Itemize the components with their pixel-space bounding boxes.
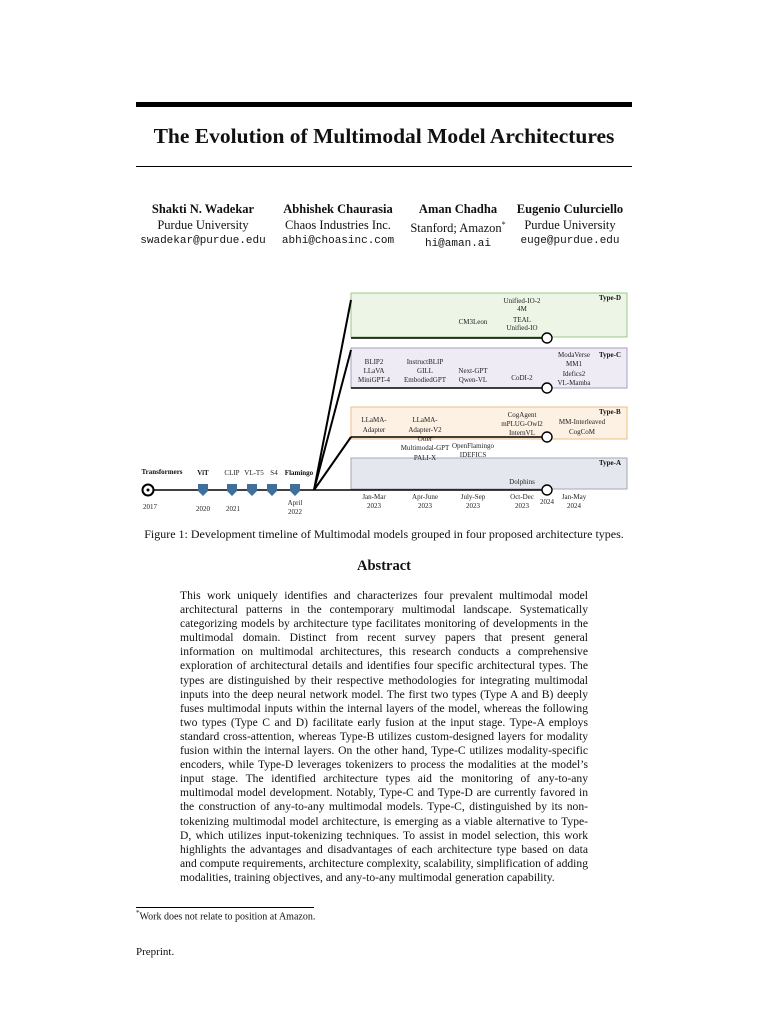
footnote-rule xyxy=(136,907,314,908)
model-label: TEAL xyxy=(513,316,531,324)
vl-t5-marker xyxy=(247,484,257,496)
year-label: 2021 xyxy=(226,505,240,513)
model-label: PALI-X xyxy=(413,454,437,462)
model-label: LLaMA- xyxy=(361,416,387,424)
author-name: Abhishek Chaurasia xyxy=(283,202,393,216)
model-label: CogCoM xyxy=(568,428,596,436)
year-label: 2022 xyxy=(288,508,302,516)
title-rule-top xyxy=(136,102,632,107)
model-label: Adapter xyxy=(362,426,386,434)
period-label: 2023 xyxy=(367,502,381,510)
early-model-label: ViT xyxy=(197,469,209,477)
early-model-label: Transformers xyxy=(141,468,183,476)
period-label: Jan-May xyxy=(561,493,587,501)
author-email: abhi@choasinc.com xyxy=(281,235,395,247)
author-affiliation: Purdue University xyxy=(157,218,249,232)
year-label: April xyxy=(287,499,303,507)
model-label: MM1 xyxy=(566,360,582,368)
type-a-box xyxy=(351,458,627,489)
model-label: InternVL xyxy=(508,429,536,437)
model-label: MiniGPT-4 xyxy=(357,376,391,384)
type-a-end-marker xyxy=(542,485,552,495)
model-label: ModaVerse xyxy=(558,351,590,359)
abstract-text: This work uniquely identifies and characterizes four prevalent multimodal model architectural patterns in the contemporary multimodal landscape. Systematically categorizing models by architecture type facilitates monitoring of developments in the multimodal domain. Distinct from recent survey papers that present general information on multimodal architectures, this research conducts a comprehensive exploration of architectural details and identifies four specific architectural types. The types are distinguished by their respective methodologies for integrating multimodal inputs into the deep neural network model. The first two types (Type A and B) deeply fuses multimodal inputs within the internal layers of the model, whereas the following two types (Type C and D) facilitate early fusion at the input stage. Type-A employs standard cross-attention, whereas Type-B utilizes custom-designed layers for modality fusion within the internal layers. On the other hand, Type-C utilizes modality-specific encoders, while Type-D leverages tokenizers to process the modalities at the model’s input stage. The identified architecture types aid the monitoring of any-to-any multimodal model development. Notably, Type-C and Type-D are currently favored in the construction of any-to-any multimodal models. Type-C, distinguished by its non-tokenizing multimodal model architecture, is emerging as a viable alternative to Type-D, which utilizes input-tokenizing techniques. To assist in model selection, this work highlights the advantages and disadvantages of each architecture type based on data and compute requirements, architecture complexity, scalability, simplification of adding modalities, training objectives, and any-to-any multimodal generation capability. xyxy=(180,589,588,884)
model-label: Qwen-VL xyxy=(458,376,488,384)
period-label: Jan-Mar xyxy=(362,493,386,501)
author-name: Shakti N. Wadekar xyxy=(151,202,255,216)
author-affiliation: Chaos Industries Inc. xyxy=(285,218,391,232)
author-2 xyxy=(276,201,400,249)
period-label: 2023 xyxy=(418,502,432,510)
period-label: 2024 xyxy=(540,498,554,506)
model-label: CoDI-2 xyxy=(511,374,533,382)
author-email: euge@purdue.edu xyxy=(520,235,620,247)
author-3 xyxy=(405,201,511,252)
period-label: July-Sep xyxy=(460,493,486,501)
model-label: CogAgent xyxy=(507,411,537,419)
type-d-label: Type-D xyxy=(599,294,622,302)
year-label: 2020 xyxy=(196,505,210,513)
model-label: mPLUG-Owl2 xyxy=(501,420,543,428)
type-d-end-marker xyxy=(542,333,552,343)
period-label: Apr-June xyxy=(412,493,438,501)
author-email: swadekar@purdue.edu xyxy=(140,235,266,247)
type-c-label: Type-C xyxy=(599,351,622,359)
author-email: hi@aman.ai xyxy=(424,238,491,251)
paper-title: The Evolution of Multimodal Model Architectures xyxy=(153,124,615,148)
author-affiliation: Purdue University xyxy=(524,218,616,232)
model-label: BLIP2 xyxy=(364,358,384,366)
model-label: EmbodiedGPT xyxy=(404,376,446,384)
s4-marker xyxy=(267,484,277,496)
model-label: MM-Interleaved xyxy=(558,418,606,426)
model-label: Unified-IO xyxy=(506,324,538,332)
model-label: Multimodal-GPT xyxy=(400,444,450,452)
preprint-label: Preprint. xyxy=(136,946,175,958)
footnote: *Work does not relate to position at Amazon. xyxy=(136,909,316,923)
model-label: 4M xyxy=(517,305,527,313)
model-label: Unified-IO-2 xyxy=(503,297,541,305)
model-label: IDEFICS xyxy=(459,451,487,459)
type-b-label: Type-B xyxy=(599,408,621,416)
model-label: InstructBLIP xyxy=(406,358,444,366)
model-label: Dolphins xyxy=(509,478,535,486)
author-4 xyxy=(512,201,628,249)
vit-marker xyxy=(198,484,208,496)
type-a-label: Type-A xyxy=(599,459,622,467)
early-model-label: VL-T5 xyxy=(244,469,264,477)
period-label: 2023 xyxy=(515,502,529,510)
early-model-label: S4 xyxy=(270,469,278,477)
year-label: 2017 xyxy=(143,503,157,511)
type-b-end-marker xyxy=(542,432,552,442)
early-model-label: CLIP xyxy=(224,469,240,477)
abstract-heading: Abstract xyxy=(357,558,411,574)
model-label: Next-GPT xyxy=(458,367,488,375)
author-name: Aman Chadha xyxy=(418,202,498,216)
model-label: Adapter-V2 xyxy=(408,426,442,434)
model-label: GILL xyxy=(417,367,433,375)
early-model-label: Flamingo xyxy=(284,469,314,477)
timeline-figure xyxy=(136,290,632,516)
model-label: OpenFlamingo xyxy=(452,442,494,450)
author-1 xyxy=(138,201,268,249)
model-label: LLaMA- xyxy=(412,416,438,424)
model-label: CM3Leon xyxy=(458,318,488,326)
model-label: LLaVA xyxy=(363,367,385,375)
clip-marker xyxy=(227,484,237,496)
flamingo-marker xyxy=(290,484,300,496)
title-rule-bottom xyxy=(136,166,632,167)
author-name: Eugenio Culurciello xyxy=(516,202,624,216)
period-label: 2023 xyxy=(466,502,480,510)
model-label: Otter xyxy=(417,435,433,443)
model-label: VL-Mamba xyxy=(557,379,591,387)
model-label: Idefics2 xyxy=(562,370,586,378)
period-label: Oct-Dec xyxy=(510,493,534,501)
period-label: 2024 xyxy=(567,502,581,510)
timeline-svg xyxy=(136,290,632,516)
type-c-end-marker xyxy=(542,383,552,393)
figure-caption: Figure 1: Development timeline of Multimodal models grouped in four proposed architecture types. xyxy=(144,527,624,541)
author-affiliation: Stanford; Amazon* xyxy=(410,220,506,236)
